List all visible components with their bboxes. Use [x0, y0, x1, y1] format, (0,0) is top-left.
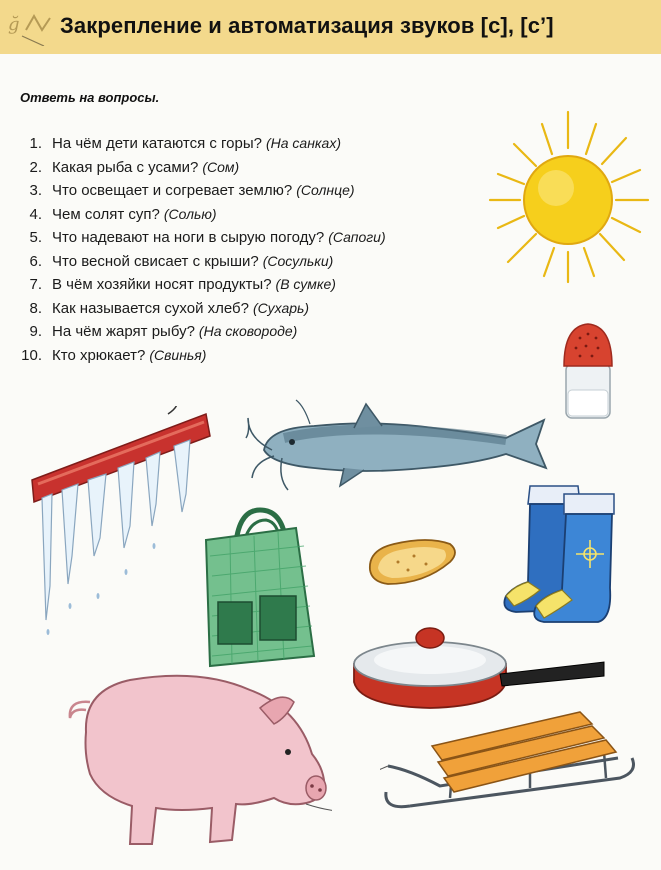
pig-icon: [60, 662, 332, 858]
question-answer: (Сухарь): [253, 299, 310, 316]
boots-icon: [470, 478, 618, 624]
question-number: 10.: [21, 346, 42, 364]
question-item: [18, 226, 386, 250]
question-number: 7.: [29, 276, 42, 293]
question-answer: (В сумке): [275, 276, 336, 292]
sun-icon: [484, 104, 652, 288]
question-answer: (На санках): [265, 135, 341, 151]
question-number: 5.: [29, 229, 42, 246]
icicles-icon: [28, 406, 212, 644]
question-text: Кто хрюкает?: [52, 346, 146, 364]
question-number: 3.: [29, 182, 42, 199]
bag-icon: [200, 506, 320, 670]
question-answer: (Солнце): [296, 182, 355, 198]
question-text: Как называется сухой хлеб?: [52, 299, 249, 317]
question-text: На чём дети катаются с горы?: [52, 135, 262, 152]
question-item: [18, 250, 386, 274]
sled-icon: [380, 706, 642, 818]
question-item: [18, 132, 386, 156]
svg-text:ğ: ğ: [8, 14, 20, 35]
question-answer: (Сом): [202, 158, 240, 175]
question-number: 1.: [29, 135, 42, 152]
question-text: На чём жарят рыбу?: [52, 323, 195, 340]
question-number: 2.: [29, 158, 42, 176]
question-text: Чем солят суп?: [52, 205, 160, 223]
rusk-icon: [364, 534, 460, 588]
frying-pan-icon: [350, 626, 606, 712]
question-item: [18, 156, 386, 180]
question-text: Что весной свисает с крыши?: [52, 252, 259, 270]
question-number: 8.: [29, 299, 42, 317]
question-answer: (Солью): [163, 205, 217, 222]
question-text: Что освещает и согревает землю?: [52, 182, 293, 199]
question-number: 6.: [29, 252, 42, 270]
question-item: [18, 320, 386, 344]
question-item: [18, 203, 386, 227]
question-answer: (Сапоги): [328, 229, 386, 245]
question-answer: (Сосульки): [262, 252, 334, 269]
question-item: [18, 273, 386, 297]
question-text: Какая рыба с усами?: [52, 158, 199, 176]
question-item: [18, 179, 386, 203]
instruction-text: Ответь на вопросы.: [20, 90, 160, 105]
salt-shaker-icon: [558, 320, 618, 422]
question-item: [18, 344, 386, 368]
question-text: Что надевают на ноги в сырую погоду?: [52, 229, 325, 246]
question-number: 9.: [29, 323, 42, 340]
question-answer: (Свинья): [149, 346, 207, 363]
question-item: [18, 297, 386, 321]
question-answer: (На сковороде): [198, 323, 298, 339]
question-number: 4.: [29, 205, 42, 223]
question-text: В чём хозяйки носят продукты?: [52, 276, 272, 293]
title-band: [0, 0, 661, 54]
page-title: Закрепление и автоматизация звуков [с], [с’]: [60, 13, 554, 38]
decorative-letters-icon: [4, 6, 60, 46]
questions-list: [18, 132, 386, 367]
